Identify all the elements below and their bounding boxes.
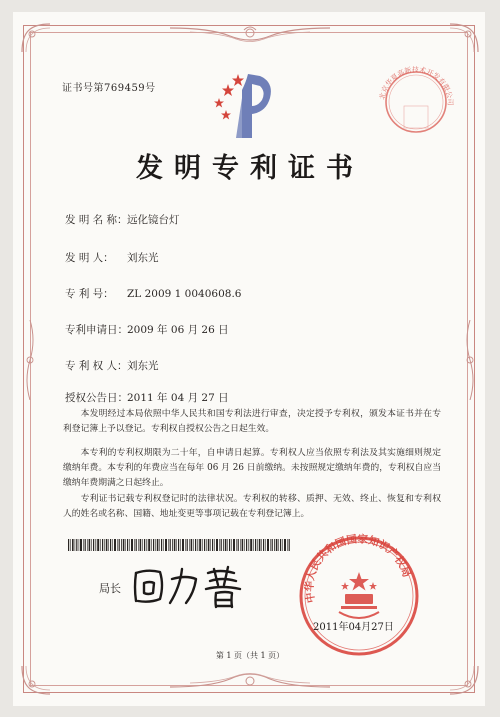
paragraph-grant: 本发明经过本局依照中华人民共和国专利法进行审查，决定授予专利权，颁发本证书并在专利登记簿上予以登记。专利权自授权公告之日起生效。	[63, 409, 441, 435]
field-label: 发 明 人：	[65, 252, 114, 264]
svg-text:中华人民共和国国家知识产权局	[303, 532, 414, 604]
seal-ring-text: 中华人民共和国国家知识产权局	[303, 533, 413, 604]
agency-stamp	[374, 60, 458, 134]
right-side-ornament	[464, 320, 476, 400]
field-label: 授权公告日：	[65, 392, 128, 404]
field-label: 专 利 号：	[65, 288, 114, 300]
field-patentee	[65, 358, 159, 373]
field-label: 专 利 权 人：	[65, 360, 128, 372]
field-label: 发 明 名 称：	[65, 214, 128, 226]
patent-office-logo	[208, 68, 280, 142]
field-invention-name	[65, 212, 180, 227]
corner-ornament-bottom-left	[20, 662, 54, 696]
agency-stamp-text: 北京华夏高新技术开发有限公司	[378, 65, 455, 106]
corner-ornament-top-left	[20, 22, 54, 56]
director-label: 局长	[99, 582, 121, 595]
field-value: ZL 2009 1 0040608.6	[127, 288, 242, 300]
field-value: 刘东光	[127, 252, 159, 264]
paragraph-term-fees: 本专利的专利权期限为二十年，自申请日起算。专利权人应当依照专利法及其实施细则规定缴纳年费。本专利的年费应当在每年 06 月 26 日前缴纳。未按照规定缴纳年费的，专利权自应当缴纳年费期满之日起终止。	[63, 448, 441, 489]
field-value: 2011 年 04 月 27 日	[127, 392, 229, 404]
corner-ornament-top-right	[446, 22, 480, 56]
barcode	[68, 539, 290, 551]
certificate-title: 发明专利证书	[136, 153, 364, 184]
field-value: 远化镜台灯	[127, 214, 180, 226]
official-seal	[295, 532, 423, 660]
field-value: 2009 年 06 月 26 日	[127, 324, 229, 336]
left-side-ornament	[24, 320, 36, 400]
corner-ornament-bottom-right	[446, 662, 480, 696]
paragraph-legal-status: 专利证书记载专利权登记时的法律状况。专利权的转移、质押、无效、终止、恢复和专利权人的姓名或名称、国籍、地址变更等事项记载在专利登记簿上。	[63, 494, 441, 520]
top-center-ornament	[170, 24, 330, 46]
field-announcement-date	[65, 390, 229, 405]
field-patent-number	[65, 286, 241, 301]
certificate-number: 证书号第769459号	[62, 83, 156, 94]
seal-date: 2011年04月27日	[313, 622, 394, 633]
field-label: 专利申请日：	[65, 324, 128, 336]
director-signature	[130, 563, 252, 609]
field-inventor	[65, 250, 159, 265]
field-value: 刘东光	[127, 360, 159, 372]
page-number: 第 1 页（共 1 页）	[215, 651, 285, 660]
field-application-date	[65, 322, 229, 337]
bottom-center-ornament	[170, 665, 330, 691]
